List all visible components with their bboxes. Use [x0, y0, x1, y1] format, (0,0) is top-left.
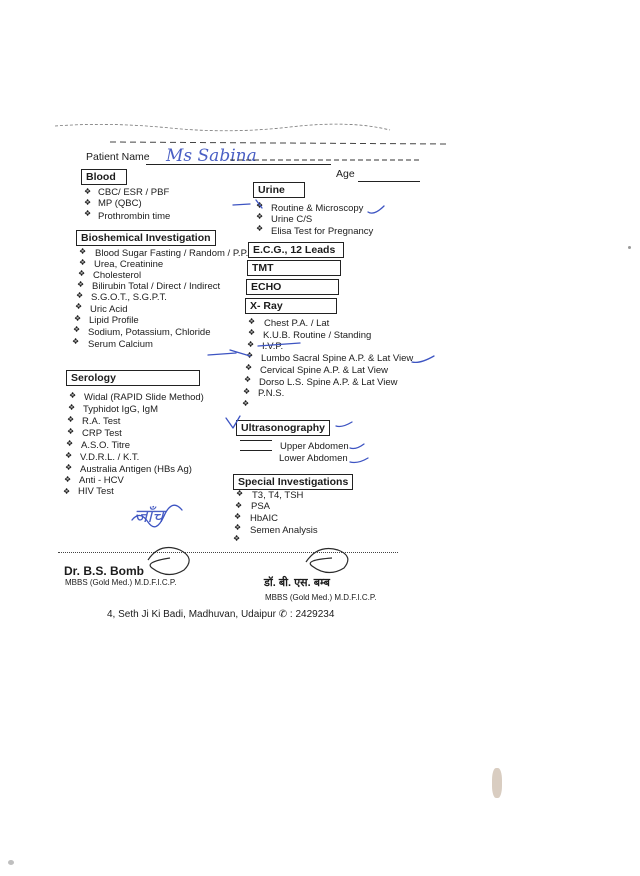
xray-item: Chest P.A. / Lat — [264, 318, 330, 329]
section-title-xray: X- Ray — [245, 298, 337, 314]
section-title-ecg: E.C.G., 12 Leads — [248, 242, 344, 258]
stain-mark — [492, 768, 502, 798]
serology-item: HIV Test — [78, 486, 114, 497]
special-item: PSA — [251, 501, 271, 512]
handwritten-note: जाँच — [134, 506, 164, 527]
doctor-name-hi: डॉ. बी. एस. बम्ब — [264, 577, 330, 589]
signature-left — [140, 540, 200, 580]
section-title-urine: Urine — [253, 182, 305, 198]
serology-item: R.A. Test — [82, 416, 121, 427]
patient-name-value: Ms Sabina — [166, 146, 257, 166]
biochem-item: Uric Acid — [90, 304, 128, 315]
signature-right — [300, 540, 360, 578]
biochem-item: Blood Sugar Fasting / Random / P.P. — [95, 248, 249, 259]
section-title-echo: ECHO — [246, 279, 339, 295]
prescription-slip: Patient Name Ms Sabina Age Blood ❖ CBC/ ESR / PBF ❖ MP (QBC) ❖ Prothrombin time Bioshemical Investigation ❖ Blood Sugar Fasting / Random / P.P. ❖ Urea, Creatinine ❖ Cholesterol ❖ Bilirubin Total / Direct / Indirect ❖ S.G.O.T., S.G.P.T. ❖ Uric Acid ❖ Lipid Profile ❖ Sodium, Potassium, Chloride ❖ Serum Calcium Serology ❖ Widal (RAPID Slide Method) ❖ Typhidot IgG, IgM ❖ R.A. Test ❖ CRP Test ❖ A.S.O. Titre ❖ V.D.R.L. / K.T. ❖ Australia Antigen (HBs Ag) ❖ Anti - HCV ❖ HIV Test Urine ❖ Routine & Microscopy ❖ Urine C/S ❖ Elisa Test for Pregnancy E.C.G., 12 Leads TMT ECHO X- Ray ❖ Chest P.A. / Lat ❖ K.U.B. Routine / Standing ❖ I.V.P. ❖ Lumbo Sacral Spine A.P. & Lat View ❖ Cervical Spine A.P. & Lat View ❖ Dorso L.S. Spine A.P. & Lat View ❖ P.N.S. ❖ Ultrasonography Upper Abdomen Lower Abdomen Special Investigations ❖ T3, T4, TSH ❖ PSA ❖ HbAIC ❖ Semen Analysis ❖ जाँच Dr. B.S. Bomb MBBS (Gold Med.) M.D.F.I.C.P. डॉ. बी. एस. बम्ब MBBS (Gold Med.) M.D.F.I.C.P. 4, Seth Ji Ki Badi, Madhuvan, Udaipur ✆ : 2429234 — [0, 0, 640, 876]
clinic-address: 4, Seth Ji Ki Badi, Madhuvan, Udaipur ✆ : 2429234 — [107, 609, 335, 620]
ultrasound-item: Upper Abdomen — [280, 441, 349, 452]
urine-item: Elisa Test for Pregnancy — [271, 226, 374, 237]
section-title-biochemical: Bioshemical Investigation — [76, 230, 216, 246]
serology-item: Widal (RAPID Slide Method) — [84, 392, 204, 403]
section-title-serology: Serology — [66, 370, 200, 386]
section-title-ultrasonography: Ultrasonography — [236, 420, 330, 436]
special-item: T3, T4, TSH — [252, 490, 304, 501]
serology-item: V.D.R.L. / K.T. — [80, 452, 140, 463]
biochem-item: Sodium, Potassium, Chloride — [88, 327, 211, 338]
ultrasound-item: Lower Abdomen — [279, 453, 348, 464]
xray-item: Dorso L.S. Spine A.P. & Lat View — [259, 377, 398, 388]
blood-item: MP (QBC) — [98, 198, 142, 209]
doctor-qualification-hi: MBBS (Gold Med.) M.D.F.I.C.P. — [265, 593, 377, 602]
doctor-name-en: Dr. B.S. Bomb — [64, 564, 145, 578]
special-item: HbAIC — [250, 513, 278, 524]
urine-item: Urine C/S — [271, 214, 313, 225]
section-title-special: Special Investigations — [233, 474, 353, 490]
special-item: Semen Analysis — [250, 525, 318, 536]
biochem-item: Cholesterol — [93, 270, 142, 281]
biochem-item: S.G.O.T., S.G.P.T. — [91, 292, 167, 303]
biochem-item: Serum Calcium — [88, 339, 153, 350]
serology-item: Australia Antigen (HBs Ag) — [80, 464, 192, 475]
blood-item: Prothrombin time — [98, 211, 171, 222]
age-label: Age — [336, 168, 355, 180]
doctor-qualification-en: MBBS (Gold Med.) M.D.F.I.C.P. — [65, 578, 177, 587]
xray-item: P.N.S. — [258, 388, 285, 399]
serology-item: CRP Test — [82, 428, 122, 439]
biochem-item: Lipid Profile — [89, 315, 139, 326]
section-title-tmt: TMT — [247, 260, 341, 276]
biochem-item: Urea, Creatinine — [94, 259, 164, 270]
serology-item: Anti - HCV — [79, 475, 124, 486]
biochem-item: Bilirubin Total / Direct / Indirect — [92, 281, 221, 292]
blood-item: CBC/ ESR / PBF — [98, 187, 170, 198]
xray-item: Lumbo Sacral Spine A.P. & Lat View — [261, 353, 414, 364]
speck — [8, 860, 14, 865]
xray-item: K.U.B. Routine / Standing — [263, 330, 372, 341]
speck — [628, 246, 631, 249]
serology-item: Typhidot IgG, IgM — [83, 404, 158, 415]
xray-item: I.V.P. — [262, 341, 284, 352]
serology-item: A.S.O. Titre — [81, 440, 131, 451]
urine-item: Routine & Microscopy — [271, 203, 364, 214]
patient-name-label: Patient Name — [86, 151, 150, 163]
section-title-blood: Blood — [81, 169, 127, 185]
xray-item: Cervical Spine A.P. & Lat View — [260, 365, 388, 376]
